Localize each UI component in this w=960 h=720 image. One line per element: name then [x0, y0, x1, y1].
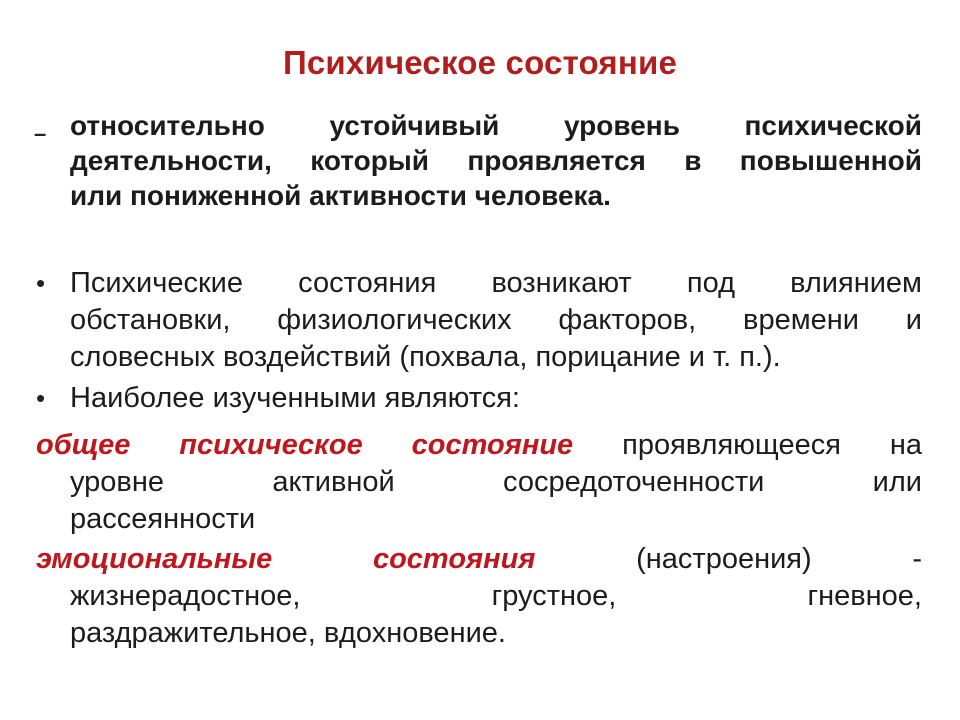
bullet-paragraph	[70, 380, 922, 417]
definition-line: деятельности, который проявляется в повышенной	[70, 145, 922, 176]
state-item-first-line	[36, 541, 922, 578]
definition-line: или пониженной активности человека.	[70, 180, 611, 211]
state-item-line: жизнерадостное, грустное, гневное,	[70, 580, 922, 612]
state-term: общее психическое состояние	[36, 429, 574, 461]
definition-text	[70, 108, 922, 213]
bullet-line: Психические состояния возникают под влиянием	[70, 267, 922, 299]
bullet-marker: •	[36, 383, 46, 413]
definition-dash: –	[34, 121, 47, 146]
slide-title: Психическое состояние	[282, 44, 678, 81]
definition-line: относительно устойчивый уровень психической	[70, 110, 922, 141]
state-term-rest: проявляющееся на	[622, 429, 922, 461]
state-term-rest: (настроения) -	[636, 543, 922, 575]
state-item-general	[36, 427, 922, 538]
state-item-line: раздражительное, вдохновение.	[70, 617, 506, 649]
bullet-paragraph	[70, 265, 922, 376]
bullet-line: словесных воздействий (похвала, порицание и т. п.).	[70, 341, 781, 373]
state-term: эмоциональные состояния	[36, 543, 536, 575]
bullet-marker: •	[36, 268, 46, 298]
state-item-line: рассеянности	[70, 503, 256, 535]
state-item-line: уровне активной сосредоточенности или	[70, 466, 922, 498]
state-item-emotional	[36, 541, 922, 652]
bullet-line: обстановки, физиологических факторов, времени и	[70, 304, 922, 336]
bullet-line: Наиболее изученными являются:	[70, 382, 520, 414]
state-item-first-line	[36, 427, 922, 464]
